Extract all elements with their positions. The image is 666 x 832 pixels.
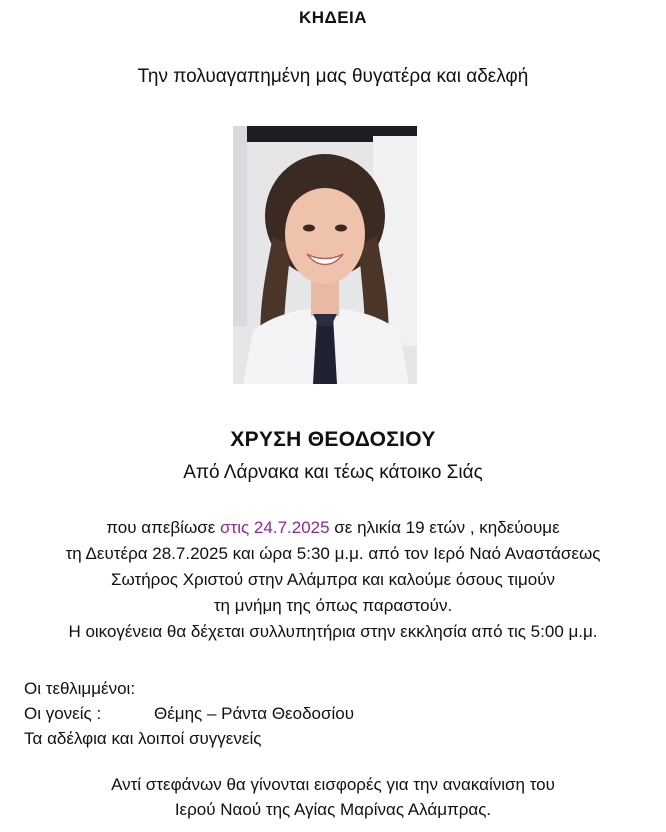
siblings-line: Τα αδέλφια και λοιποί συγγενείς <box>24 729 262 748</box>
closing-line-1: Αντί στεφάνων θα γίνονται εισφορές για την ανακαίνιση του <box>111 775 555 794</box>
notice-body <box>0 515 666 645</box>
deceased-name: ΧΡΥΣΗ ΘΕΟΔΟΣΙΟΥ <box>230 428 436 451</box>
portrait-photo <box>233 126 417 384</box>
notice-subtitle: Την πολυαγαπημένη μας θυγατέρα και αδελφή <box>137 66 529 87</box>
body-line-4: τη μνήμη της όπως παραστούν. <box>213 596 453 615</box>
deceased-origin: Από Λάρνακα και τέως κάτοικο Σιάς <box>183 462 483 483</box>
body-line-1-start: που απεβίωσε <box>106 518 221 537</box>
death-date: στις 24.7.2025 <box>220 518 330 537</box>
portrait-image <box>233 126 417 384</box>
closing-line-2: Ιερού Ναού της Αγίας Μαρίνας Αλάμπρας. <box>174 800 492 819</box>
body-line-2: τη Δευτέρα 28.7.2025 και ώρα 5:30 μ.μ. από τον Ιερό Ναό Αναστάσεως <box>65 544 601 563</box>
closing-note <box>0 772 666 822</box>
mourners-title: Οι τεθλιμμένοι: <box>24 679 136 698</box>
parents-names: Θέμης – Ράντα Θεοδοσίου <box>154 704 355 723</box>
body-line-3: Σωτήρος Χριστού στην Αλάμπρα και καλούμε όσους τιμούν <box>110 570 556 589</box>
body-line-5: Η οικογένεια θα δέχεται συλλυπητήρια στην εκκλησία από τις 5:00 μ.μ. <box>68 622 598 641</box>
parents-row <box>24 701 644 726</box>
notice-heading: ΚΗΔΕΙΑ <box>298 8 368 27</box>
parents-label: Οι γονείς : <box>24 704 102 723</box>
mourners-section <box>24 676 644 751</box>
body-line-1-end: σε ηλικία 19 ετών , κηδεύουμε <box>329 518 560 537</box>
body-line-1 <box>0 515 666 541</box>
